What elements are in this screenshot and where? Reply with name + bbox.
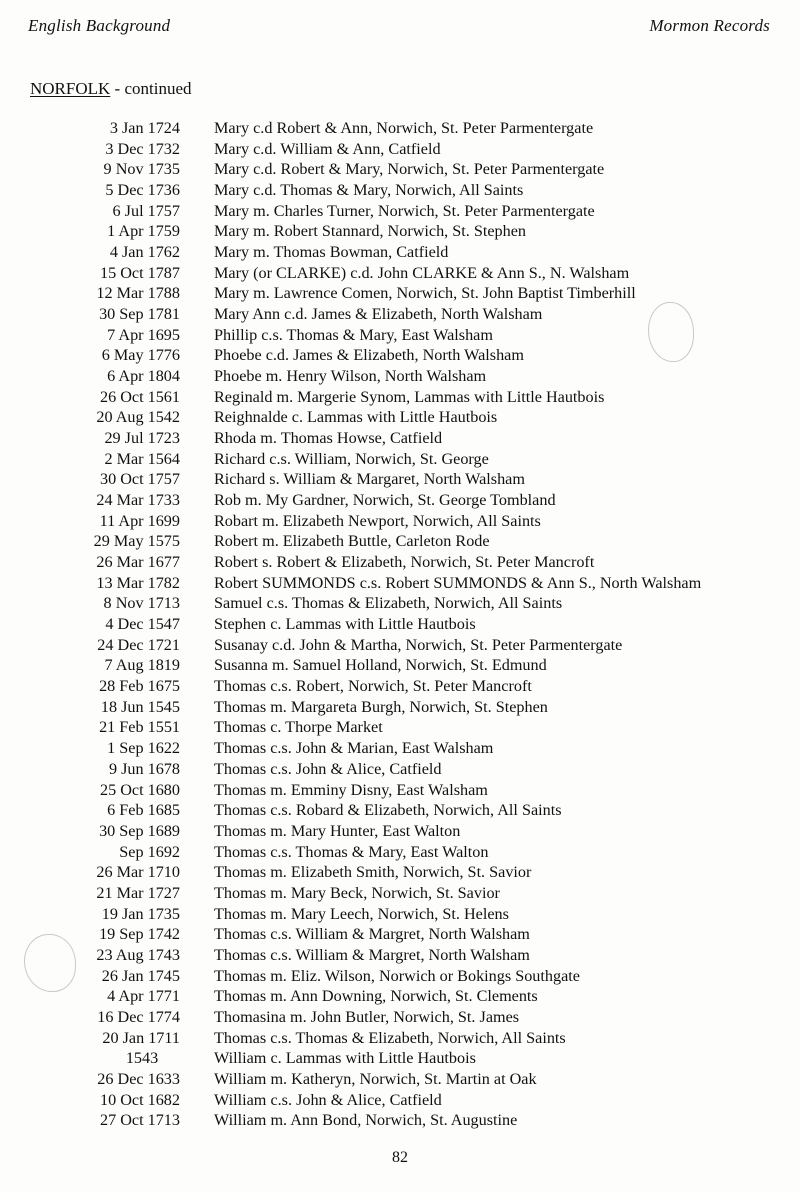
record-row [0,759,800,780]
record-row [0,904,800,925]
record-text: Thomas m. Margareta Burgh, Norwich, St. Stephen [214,697,548,716]
record-row [0,635,800,656]
record-date: 25 Oct 1680 [99,780,180,799]
record-date: 3 Jan 1724 [109,119,180,137]
record-text: Susanay c.d. John & Martha, Norwich, St. Peter Parmentergate [214,635,623,654]
record-text: Mary Ann c.d. James & Elizabeth, North Walsham [214,305,543,324]
record-text: Richard c.s. William, Norwich, St. George [214,449,489,468]
record-date: 12 Mar 1788 [96,284,180,303]
record-text: Thomas c.s. Robard & Elizabeth, Norwich, All Saints [214,801,562,820]
record-row [0,242,800,263]
record-date: 4 Jan 1762 [109,243,180,262]
record-row [0,945,800,966]
record-row [0,862,800,883]
record-date: 26 Oct 1561 [99,387,180,406]
record-row [0,263,800,284]
record-row [0,738,800,759]
record-row [0,221,800,242]
record-row [0,511,800,532]
record-row [0,986,800,1007]
record-row [0,449,800,470]
record-row [0,304,800,325]
record-row [0,573,800,594]
record-text: Thomas m. Elizabeth Smith, Norwich, St. Savior [214,863,532,882]
record-text: Mary c.d Robert & Ann, Norwich, St. Peter Parmentergate [214,119,594,137]
record-text: Phoebe m. Henry Wilson, North Walsham [214,367,487,386]
record-date: 9 Jun 1678 [108,759,180,778]
record-row [0,159,800,180]
record-row [0,118,800,139]
record-text: Thomas m. Mary Leech, Norwich, St. Helens [214,904,509,923]
record-date: 18 Jun 1545 [100,697,180,716]
record-row [0,842,800,863]
record-date: 15 Oct 1787 [99,263,180,282]
record-text: Mary c.d. Thomas & Mary, Norwich, All Saints [214,181,524,200]
record-row [0,325,800,346]
record-date: 26 Mar 1677 [96,553,180,572]
record-text: William c.s. John & Alice, Catfield [214,1090,442,1109]
record-text: Samuel c.s. Thomas & Elizabeth, Norwich, All Saints [214,594,563,613]
record-date: 30 Oct 1757 [99,470,180,489]
record-date: 1 Sep 1622 [107,739,180,758]
record-text: Thomas c.s. Robert, Norwich, St. Peter Mancroft [214,677,532,696]
record-text: Thomas c.s. Thomas & Elizabeth, Norwich, All Saints [214,1028,566,1047]
record-text: Robart m. Elizabeth Newport, Norwich, All Saints [214,511,541,530]
section-title: NORFOLK [30,79,111,98]
record-date: 2 Mar 1564 [104,449,180,468]
record-date: 9 Nov 1735 [103,160,180,179]
record-row [0,924,800,945]
record-row [0,531,800,552]
record-row [0,821,800,842]
record-date: 26 Jan 1745 [101,966,180,985]
record-text: Thomas m. Ann Downing, Norwich, St. Clements [214,987,538,1006]
running-header-right: Mormon Records [649,16,770,35]
record-text: Reighnalde c. Lammas with Little Hautbois [214,408,498,427]
record-row [0,697,800,718]
record-row [0,655,800,676]
record-row [0,469,800,490]
record-date: 6 Jul 1757 [112,201,180,220]
record-text: Mary m. Thomas Bowman, Catfield [214,243,449,262]
record-text: William m. Katheryn, Norwich, St. Martin at Oak [214,1069,537,1088]
record-date: 19 Jan 1735 [101,904,180,923]
record-date: 23 Aug 1743 [96,945,180,964]
record-text: Mary m. Lawrence Comen, Norwich, St. John Baptist Timberhill [214,284,636,303]
record-row [0,180,800,201]
record-date: 4 Apr 1771 [107,987,180,1006]
record-text: Mary m. Charles Turner, Norwich, St. Peter Parmentergate [214,201,595,220]
record-date: 10 Oct 1682 [99,1090,180,1109]
record-text: Thomas m. Mary Hunter, East Walton [214,821,461,840]
record-date: 20 Aug 1542 [96,408,180,427]
record-text: Reginald m. Margerie Synom, Lammas with Little Hautbois [214,387,605,406]
record-text: Mary (or CLARKE) c.d. John CLARKE & Ann S., N. Walsham [214,263,630,282]
record-row [0,966,800,987]
record-date: 29 Jul 1723 [104,429,180,448]
record-row [0,283,800,304]
record-text: Rob m. My Gardner, Norwich, St. George Tombland [214,491,556,510]
record-row [0,1048,800,1069]
record-row [0,387,800,408]
record-date: 24 Mar 1733 [96,491,180,510]
page-number: 82 [392,1149,408,1166]
record-row [0,800,800,821]
record-text: Phoebe c.d. James & Elizabeth, North Walsham [214,346,524,365]
record-row [0,428,800,449]
record-text: Richard s. William & Margaret, North Walsham [214,470,525,489]
record-row [0,139,800,160]
record-text: Stephen c. Lammas with Little Hautbois [214,615,476,634]
record-row [0,1007,800,1028]
record-date: 30 Sep 1781 [99,305,180,324]
record-text: Thomas m. Eliz. Wilson, Norwich or Bokings Southgate [214,966,580,985]
record-row [0,717,800,738]
record-date: 20 Jan 1711 [102,1028,180,1047]
record-row [0,1069,800,1090]
record-date: 21 Mar 1727 [96,883,180,902]
record-text: Robert s. Robert & Elizabeth, Norwich, St. Peter Mancroft [214,553,595,572]
record-text: William c. Lammas with Little Hautbois [214,1049,476,1068]
record-date: 6 Apr 1804 [107,367,180,386]
record-date: 4 Dec 1547 [105,615,180,634]
record-row [0,490,800,511]
record-text: Thomas c. Thorpe Market [214,718,383,737]
record-row [0,1090,800,1111]
record-text: William m. Ann Bond, Norwich, St. Augustine [214,1111,518,1130]
record-date: 26 Mar 1710 [96,863,180,882]
record-text: Robert m. Elizabeth Buttle, Carleton Rode [214,532,490,551]
record-row [0,407,800,428]
section-heading [30,79,192,99]
record-text: Mary c.d. William & Ann, Catfield [214,139,441,158]
record-date: 16 Dec 1774 [97,1007,180,1026]
record-row [0,614,800,635]
record-row [0,345,800,366]
record-text: Mary c.d. Robert & Mary, Norwich, St. Peter Parmentergate [214,160,605,179]
record-text: Thomas m. Mary Beck, Norwich, St. Savior [214,883,500,902]
record-date: 1 Apr 1759 [107,222,180,241]
record-date: 11 Apr 1699 [99,511,180,530]
record-date: 24 Dec 1721 [97,635,180,654]
record-text: Thomas m. Emminy Disny, East Walsham [214,780,488,799]
record-row [0,1110,800,1131]
record-row [0,883,800,904]
record-date: 26 Dec 1633 [97,1069,180,1088]
record-text: Thomas c.s. John & Marian, East Walsham [214,739,494,758]
record-date: 5 Dec 1736 [105,181,180,200]
section-suffix: - continued [110,79,192,98]
record-row [0,593,800,614]
record-text: Thomas c.s. William & Margret, North Walsham [214,925,530,944]
record-date: 19 Sep 1742 [99,925,180,944]
record-date: 28 Feb 1675 [99,677,180,696]
record-date: 27 Oct 1713 [99,1111,180,1130]
record-row [0,676,800,697]
record-text: Thomas c.s. William & Margret, North Walsham [214,945,530,964]
record-text: Robert SUMMONDS c.s. Robert SUMMONDS & Ann S., North Walsham [214,573,702,592]
record-date: 1543 [125,1049,159,1068]
record-date: 7 Aug 1819 [104,656,180,675]
record-date: 13 Mar 1782 [96,573,180,592]
record-row [0,1028,800,1049]
record-row [0,552,800,573]
record-row [0,366,800,387]
record-text: Rhoda m. Thomas Howse, Catfield [214,429,443,448]
record-list [0,118,800,1131]
record-text: Susanna m. Samuel Holland, Norwich, St. Edmund [214,656,547,675]
record-date: 30 Sep 1689 [99,821,180,840]
record-text: Thomasina m. John Butler, Norwich, St. James [214,1007,520,1026]
record-date: 21 Feb 1551 [99,718,180,737]
record-row [0,780,800,801]
record-row [0,201,800,222]
record-date: 6 May 1776 [101,346,180,365]
record-text: Thomas c.s. Thomas & Mary, East Walton [214,842,489,861]
record-date: Sep 1692 [119,842,180,861]
record-date: 6 Feb 1685 [107,801,180,820]
record-date: 7 Apr 1695 [107,325,180,344]
record-text: Thomas c.s. John & Alice, Catfield [214,759,442,778]
record-date: 29 May 1575 [93,532,180,551]
record-date: 3 Dec 1732 [105,139,180,158]
running-header-left: English Background [28,16,171,35]
record-text: Phillip c.s. Thomas & Mary, East Walsham [214,325,493,344]
record-date: 8 Nov 1713 [103,594,180,613]
record-text: Mary m. Robert Stannard, Norwich, St. Stephen [214,222,527,241]
